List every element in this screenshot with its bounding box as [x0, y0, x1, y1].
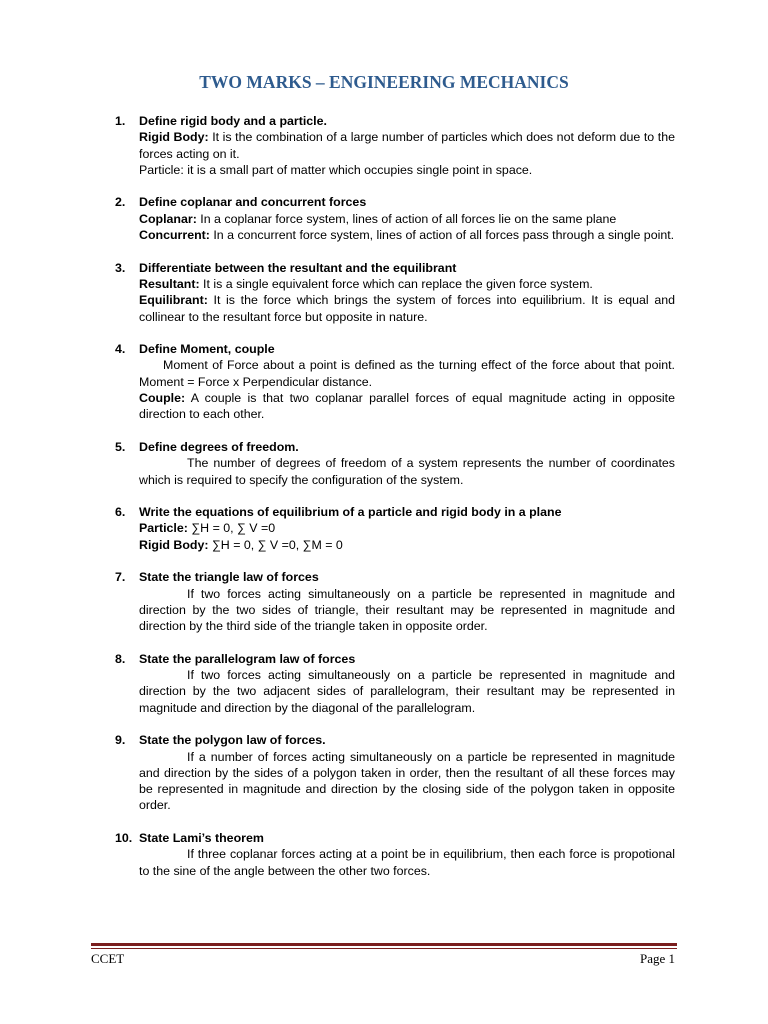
answer-paragraph: [139, 520, 675, 536]
question-item: [115, 260, 675, 325]
answer-text: In a coplanar force system, lines of action of all forces lie on the same plane: [196, 211, 617, 226]
answer-label: Rigid Body:: [139, 130, 209, 145]
answer-text: The number of degrees of freedom of a system represents the number of coordinates which is required to specify the configuration of the system.: [139, 456, 675, 487]
question-number: 3.: [115, 260, 126, 275]
answer-paragraph: [139, 749, 675, 814]
question-number: 8.: [115, 651, 126, 666]
answer-paragraph: [139, 357, 675, 390]
question-item: [115, 651, 675, 716]
question-text: State the triangle law of forces: [139, 570, 319, 585]
answer-text: It is a single equivalent force which can replace the given force system.: [199, 276, 593, 291]
question-number: 6.: [115, 505, 126, 520]
answer-text: It is the force which brings the system of forces into equilibrium. It is equal and collinear to the resultant force but opposite in nature.: [139, 293, 675, 324]
answer-paragraph: [139, 162, 675, 178]
question-text: State the parallelogram law of forces: [139, 651, 356, 666]
question-item: [115, 341, 675, 422]
answer-paragraph: [139, 129, 675, 162]
answer-paragraph: [139, 537, 675, 553]
question-text: State Lami’s theorem: [139, 831, 264, 846]
question-number: 5.: [115, 439, 126, 454]
question-number: 2.: [115, 195, 126, 210]
question-item: [115, 504, 675, 553]
footer-institution: CCET: [91, 951, 125, 966]
question-list: [115, 113, 675, 879]
question-text: Define degrees of freedom.: [139, 439, 299, 454]
answer-paragraph: [139, 211, 675, 227]
question-item: [115, 113, 675, 178]
answer-text: Moment of Force about a point is defined as the turning effect of the force about that point. Moment = Force x Perpendicular distance.: [139, 358, 675, 389]
footer-rule: [91, 943, 677, 946]
answer-label: Rigid Body:: [139, 537, 209, 552]
question-heading: [115, 194, 675, 210]
answer-text: It is the combination of a large number of particles which does not deform due to the forces acting on it.: [139, 130, 675, 161]
answer-paragraph: [139, 227, 675, 243]
answer-paragraph: [139, 390, 675, 423]
answer-text: If two forces acting simultaneously on a particle be represented in magnitude and direction by the two sides of triangle, their resultant may be represented in magnitude and direction by the third side of the triangle taken in opposite order.: [139, 586, 675, 634]
answer-text: If three coplanar forces acting at a point be in equilibrium, then each force is propotional to the sine of the angle between the other two forces.: [139, 847, 675, 878]
answer-text: A couple is that two coplanar parallel forces of equal magnitude acting in opposite direction to each other.: [139, 391, 675, 422]
answer-text: ∑H = 0, ∑ V =0: [187, 521, 276, 536]
question-item: [115, 439, 675, 488]
question-item: [115, 569, 675, 634]
question-heading: [115, 651, 675, 667]
question-number: 4.: [115, 342, 126, 357]
answer-paragraph: [139, 292, 675, 325]
question-text: Define coplanar and concurrent forces: [139, 195, 367, 210]
question-heading: [115, 260, 675, 276]
answer-text: If two forces acting simultaneously on a particle be represented in magnitude and direction by the two adjacent sides of parallelogram, their resultant may be represented in magnitude and direction by the diagonal of the parallelogram.: [139, 668, 675, 715]
answer-paragraph: [139, 586, 675, 635]
question-heading: [115, 569, 675, 585]
question-number: 1.: [115, 114, 126, 128]
answer-paragraph: [139, 846, 675, 879]
question-heading: [115, 732, 675, 748]
question-text: Define rigid body and a particle.: [139, 114, 327, 128]
document-title: TWO MARKS – ENGINEERING MECHANICS: [199, 72, 569, 92]
question-number: 9.: [115, 733, 126, 748]
answer-text: If a number of forces acting simultaneously on a particle be represented in magnitude and direction by the sides of a polygon taken in order, then the resultant of all these forces may be represented in magnitude and direction by the closing side of the polygon taken in opposite order.: [139, 749, 675, 813]
question-text: Define Moment, couple: [139, 342, 275, 357]
answer-label: Concurrent:: [139, 228, 210, 243]
question-text: Write the equations of equilibrium of a particle and rigid body in a plane: [139, 505, 562, 520]
question-number: 10.: [115, 831, 133, 846]
page-number: Page 1: [639, 951, 675, 966]
answer-text: Particle: it is a small part of matter which occupies single point in space.: [139, 162, 533, 177]
answer-label: Couple:: [139, 391, 186, 406]
question-item: [115, 732, 675, 813]
question-item: [115, 830, 675, 879]
question-heading: [115, 341, 675, 357]
answer-text: ∑H = 0, ∑ V =0, ∑M = 0: [208, 537, 343, 552]
footer-rule-thin: [91, 948, 677, 949]
question-heading: [115, 504, 675, 520]
question-number: 7.: [115, 570, 126, 585]
answer-label: Equilibrant:: [139, 293, 208, 308]
answer-paragraph: [139, 667, 675, 716]
answer-label: Particle:: [139, 521, 188, 536]
answer-label: Coplanar:: [139, 211, 197, 226]
answer-text: In a concurrent force system, lines of action of all forces pass through a single point.: [209, 228, 675, 243]
question-item: [115, 194, 675, 243]
question-heading: [115, 113, 675, 129]
question-heading: [115, 830, 675, 846]
question-heading: [115, 439, 675, 455]
answer-label: Resultant:: [139, 276, 200, 291]
question-text: Differentiate between the resultant and the equilibrant: [139, 260, 457, 275]
answer-paragraph: [139, 276, 675, 292]
answer-paragraph: [139, 455, 675, 488]
question-text: State the polygon law of forces.: [139, 733, 326, 748]
